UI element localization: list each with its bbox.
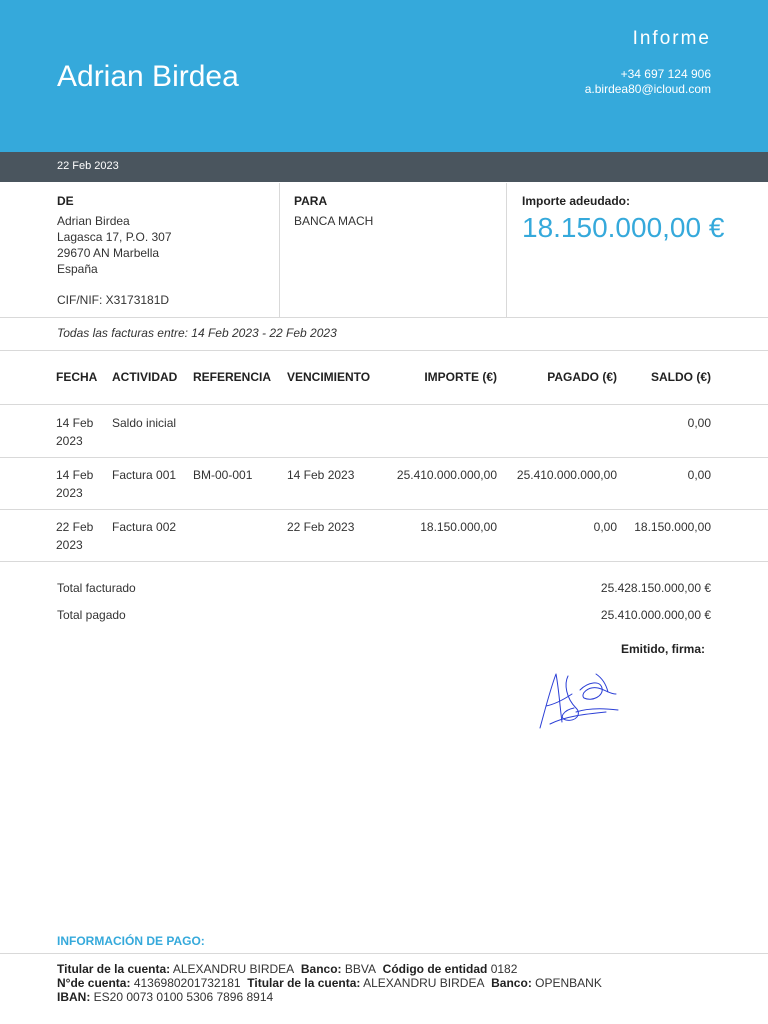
cell-paid: 25.410.000.000,00 (516, 468, 617, 482)
table-row (0, 509, 768, 562)
payment-line-2 (57, 976, 602, 990)
account-number: 4136980201732181 (133, 976, 241, 990)
account-holder: ALEXANDRU BIRDEA (363, 976, 485, 990)
payment-line-3 (57, 990, 273, 1004)
cell-amount: 25.410.000.000,00 (396, 468, 497, 482)
cell-due: 22 Feb 2023 (287, 520, 355, 534)
issuer-name: Adrian Birdea (57, 60, 239, 93)
handwritten-signature (536, 664, 626, 734)
iban-value: ES20 0073 0100 5306 7896 8914 (93, 990, 274, 1004)
date-bar (0, 152, 768, 182)
from-country: España (57, 262, 98, 276)
col-header-amount: IMPORTE (€) (424, 370, 497, 384)
cell-reference: BM-00-001 (193, 468, 253, 482)
cell-activity: Saldo inicial (112, 416, 177, 430)
account-holder: ALEXANDRU BIRDEA (172, 962, 295, 976)
from-street: Lagasca 17, P.O. 307 (57, 230, 172, 244)
total-billed-value: 25.428.150.000,00 € (600, 581, 711, 595)
document-type: Informe (632, 28, 711, 49)
table-row (0, 405, 768, 458)
bank-name: BBVA (344, 962, 376, 976)
total-paid-label: Total pagado (57, 608, 126, 622)
entity-code-label: Código de entidad (382, 962, 488, 976)
col-header-activity: ACTIVIDAD (112, 370, 178, 384)
issuer-email: a.birdea80@icloud.com (584, 82, 711, 96)
payment-info-title: INFORMACIÓN DE PAGO: (57, 934, 205, 948)
col-header-reference: REFERENCIA (193, 370, 272, 384)
cell-activity: Factura 001 (112, 468, 177, 482)
amount-due-label: Importe adeudado: (522, 194, 631, 208)
issuer-contact (585, 67, 711, 97)
total-paid-value: 25.410.000.000,00 € (600, 608, 711, 622)
to-label: PARA (294, 194, 328, 208)
col-header-date: FECHA (56, 370, 98, 384)
from-tax-id: CIF/NIF: X3173181D (57, 293, 170, 307)
bank-label: Banco: (300, 962, 342, 976)
account-holder-label: Titular de la cuenta: (247, 976, 361, 990)
divider (0, 953, 768, 954)
to-column (280, 183, 507, 317)
cell-balance: 18.150.000,00 (634, 520, 711, 534)
signature-label: Emitido, firma: (620, 642, 705, 656)
cell-paid: 0,00 (593, 520, 617, 534)
payment-line-1 (57, 962, 517, 976)
cell-due: 14 Feb 2023 (287, 468, 355, 482)
table-row (0, 457, 768, 510)
total-billed-label: Total facturado (57, 581, 136, 595)
cell-amount: 18.150.000,00 (420, 520, 497, 534)
from-column (0, 183, 280, 317)
divider (0, 350, 768, 351)
cell-date: 22 Feb 2023 (56, 520, 94, 552)
amount-due-column (507, 183, 768, 317)
cell-date: 14 Feb 2023 (56, 416, 94, 448)
col-header-due: VENCIMIENTO (287, 370, 371, 384)
to-name: BANCA MACH (294, 214, 374, 228)
account-number-label: N°de cuenta: (57, 976, 131, 990)
cell-balance: 0,00 (687, 416, 711, 430)
cell-date: 14 Feb 2023 (56, 468, 94, 500)
report-header (0, 0, 768, 152)
bank-name: OPENBANK (535, 976, 602, 990)
amount-due-value: 18.150.000,00 € (522, 212, 725, 243)
col-header-paid: PAGADO (€) (547, 370, 617, 384)
from-name: Adrian Birdea (57, 214, 130, 228)
entity-code: 0182 (490, 962, 518, 976)
col-header-balance: SALDO (€) (651, 370, 711, 384)
invoice-range: Todas las facturas entre: 14 Feb 2023 - 22 Feb 2023 (57, 326, 337, 340)
parties-section (0, 183, 768, 318)
report-date: 22 Feb 2023 (57, 160, 119, 172)
from-label: DE (57, 194, 74, 208)
from-city: 29670 AN Marbella (57, 246, 160, 260)
bank-label: Banco: (491, 976, 532, 990)
issuer-phone: +34 697 124 906 (620, 67, 711, 81)
cell-activity: Factura 002 (112, 520, 177, 534)
iban-label: IBAN: (57, 990, 91, 1004)
from-address (57, 213, 172, 277)
account-holder-label: Titular de la cuenta: (57, 962, 171, 976)
cell-balance: 0,00 (687, 468, 711, 482)
